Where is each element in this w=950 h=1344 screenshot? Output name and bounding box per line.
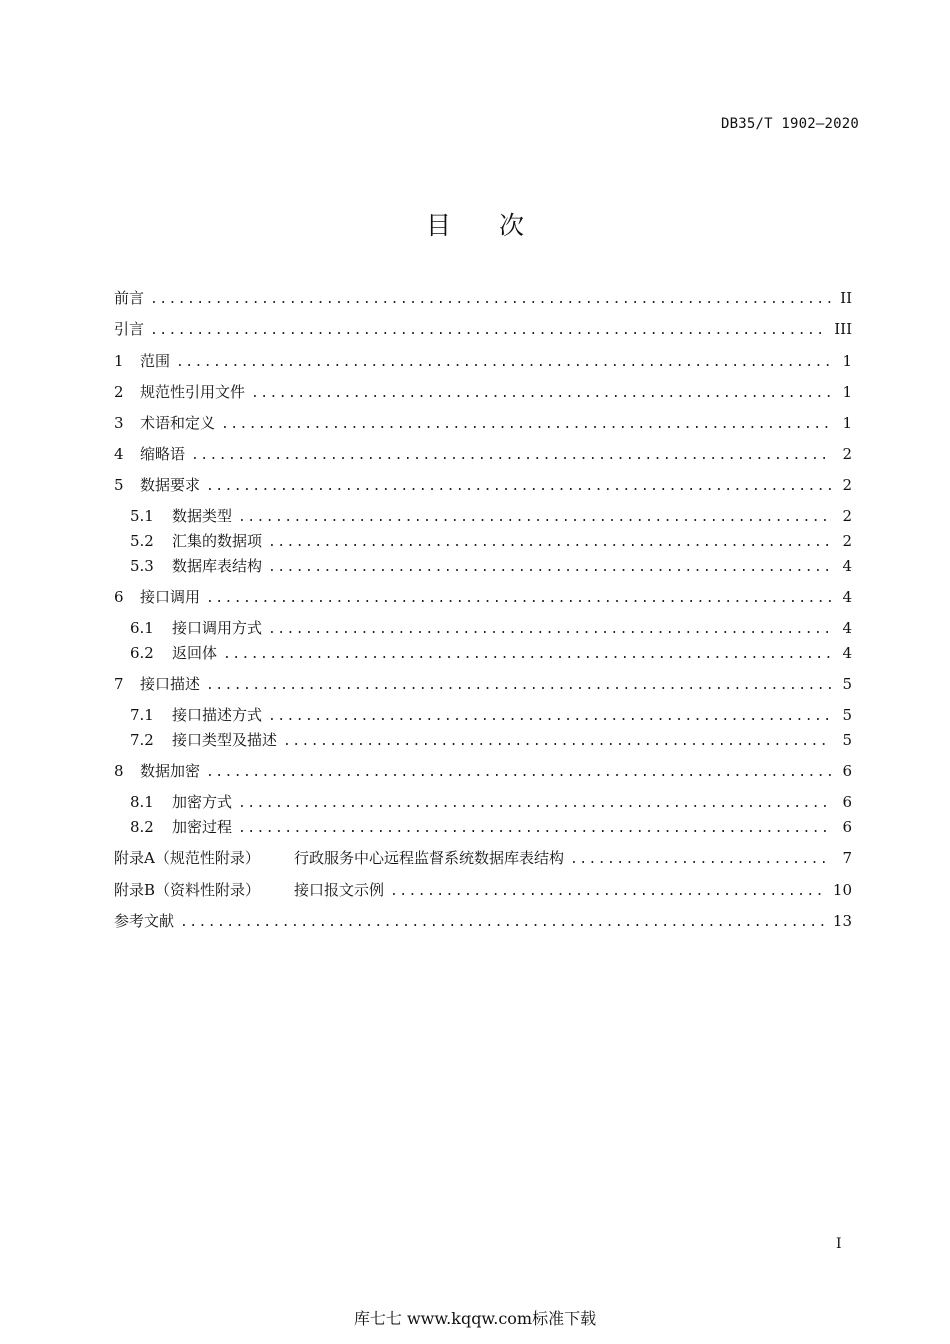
toc-entry-7-1[interactable] xyxy=(130,704,852,726)
toc-page: 2 xyxy=(842,507,852,525)
toc-page: 5 xyxy=(842,731,852,749)
dot-leader xyxy=(191,448,832,463)
toc-number: 7.2 xyxy=(130,731,154,749)
toc-entry-references[interactable] xyxy=(114,910,852,932)
toc-page: II xyxy=(840,289,852,307)
toc-label: 数据加密 xyxy=(140,762,201,780)
dot-leader xyxy=(238,821,832,836)
toc-entry-8-1[interactable] xyxy=(130,791,852,813)
toc-page: 2 xyxy=(842,445,852,463)
toc-page: 2 xyxy=(842,476,852,494)
dot-leader xyxy=(206,479,832,494)
dot-leader xyxy=(268,622,832,637)
toc-entry-foreword[interactable] xyxy=(114,287,852,309)
toc-number: 4 xyxy=(114,445,124,463)
toc-entry-8-2[interactable] xyxy=(130,816,852,838)
toc-entry-8[interactable] xyxy=(114,760,852,782)
dot-leader xyxy=(268,709,832,724)
toc-page: 2 xyxy=(842,532,852,550)
toc-label: 范围 xyxy=(140,352,171,370)
toc-number: 7 xyxy=(114,675,124,693)
toc-entry-3[interactable] xyxy=(114,412,852,434)
document-code: DB35/T 1902—2020 xyxy=(720,116,859,132)
toc-label: 接口报文示例 xyxy=(294,881,385,899)
toc-number: 8.2 xyxy=(130,818,154,836)
toc-label: 接口描述 xyxy=(140,675,201,693)
toc-number: 5 xyxy=(114,476,124,494)
dot-leader xyxy=(150,292,832,307)
dot-leader xyxy=(221,417,832,432)
toc-number: 7.1 xyxy=(130,706,154,724)
toc-entry-5-2[interactable] xyxy=(130,530,852,552)
toc-label: 接口类型及描述 xyxy=(172,731,278,749)
toc-entry-7[interactable] xyxy=(114,673,852,695)
toc-label: 返回体 xyxy=(172,644,218,662)
toc-label: 术语和定义 xyxy=(140,414,216,432)
toc-label: 接口调用方式 xyxy=(172,619,263,637)
dot-leader xyxy=(180,915,827,930)
toc-label: 引言 xyxy=(114,320,145,338)
toc-label: 行政服务中心远程监督系统数据库表结构 xyxy=(294,849,565,867)
toc-page: 7 xyxy=(842,849,852,867)
dot-leader xyxy=(206,765,832,780)
toc-label: 汇集的数据项 xyxy=(172,532,263,550)
page-title: 目次 xyxy=(425,211,572,240)
dot-leader xyxy=(251,386,832,401)
toc-page: 5 xyxy=(842,675,852,693)
dot-leader xyxy=(150,323,828,338)
dot-leader xyxy=(390,884,827,899)
dot-leader xyxy=(238,796,832,811)
toc-label: 参考文献 xyxy=(114,912,175,930)
toc-entry-6-1[interactable] xyxy=(130,617,852,639)
toc-page: 6 xyxy=(842,793,852,811)
toc-page: 4 xyxy=(842,588,852,606)
page-number: I xyxy=(836,1236,842,1252)
toc-label: 加密方式 xyxy=(172,793,233,811)
toc-page: 4 xyxy=(842,619,852,637)
toc-entry-6-2[interactable] xyxy=(130,642,852,664)
toc-entry-6[interactable] xyxy=(114,586,852,608)
toc-label: 加密过程 xyxy=(172,818,233,836)
toc-label: 数据类型 xyxy=(172,507,233,525)
toc-number: 5.2 xyxy=(130,532,154,550)
toc-appendix-prefix: 附录A（规范性附录） xyxy=(114,849,260,867)
toc-label: 接口调用 xyxy=(140,588,201,606)
toc-appendix-prefix: 附录B（资料性附录） xyxy=(114,881,261,899)
toc-page: 4 xyxy=(842,557,852,575)
toc-page: 1 xyxy=(842,414,852,432)
toc-number: 3 xyxy=(114,414,124,432)
toc-entry-5-3[interactable] xyxy=(130,555,852,577)
toc-page: 4 xyxy=(842,644,852,662)
toc-entry-1[interactable] xyxy=(114,350,852,372)
toc-page: 6 xyxy=(842,818,852,836)
toc-page: 1 xyxy=(842,352,852,370)
toc-entry-2[interactable] xyxy=(114,381,852,403)
toc-number: 5.1 xyxy=(130,507,154,525)
dot-leader xyxy=(283,734,832,749)
toc-entry-appendix-b[interactable] xyxy=(114,879,852,901)
toc-label: 前言 xyxy=(114,289,145,307)
toc-number: 6 xyxy=(114,588,124,606)
toc-label: 数据要求 xyxy=(140,476,201,494)
dot-leader xyxy=(206,591,832,606)
toc-page: 5 xyxy=(842,706,852,724)
toc-page: 6 xyxy=(842,762,852,780)
toc-label: 缩略语 xyxy=(140,445,186,463)
toc-entry-introduction[interactable] xyxy=(114,318,852,340)
toc-label: 接口描述方式 xyxy=(172,706,263,724)
toc-entry-7-2[interactable] xyxy=(130,729,852,751)
toc-page: 13 xyxy=(832,912,852,930)
toc-number: 2 xyxy=(114,383,124,401)
toc-page: 1 xyxy=(842,383,852,401)
toc-number: 6.1 xyxy=(130,619,154,637)
toc-number: 1 xyxy=(114,352,124,370)
toc-entry-5[interactable] xyxy=(114,474,852,496)
toc-number: 8 xyxy=(114,762,124,780)
dot-leader xyxy=(268,560,832,575)
toc-entry-5-1[interactable] xyxy=(130,505,852,527)
toc-label: 规范性引用文件 xyxy=(140,383,246,401)
dot-leader xyxy=(176,355,832,370)
footer-watermark: 库七七 www.kqqw.com标准下载 xyxy=(353,1309,597,1328)
toc-number: 8.1 xyxy=(130,793,154,811)
toc-number: 6.2 xyxy=(130,644,154,662)
toc-entry-4[interactable] xyxy=(114,443,852,465)
toc-page: III xyxy=(834,320,852,338)
dot-leader xyxy=(223,647,832,662)
toc-entry-appendix-a[interactable] xyxy=(114,847,852,869)
dot-leader xyxy=(268,535,832,550)
dot-leader xyxy=(570,852,832,867)
toc-label: 数据库表结构 xyxy=(172,557,263,575)
dot-leader xyxy=(238,510,832,525)
toc-page: 10 xyxy=(832,881,852,899)
toc-number: 5.3 xyxy=(130,557,154,575)
dot-leader xyxy=(206,678,832,693)
